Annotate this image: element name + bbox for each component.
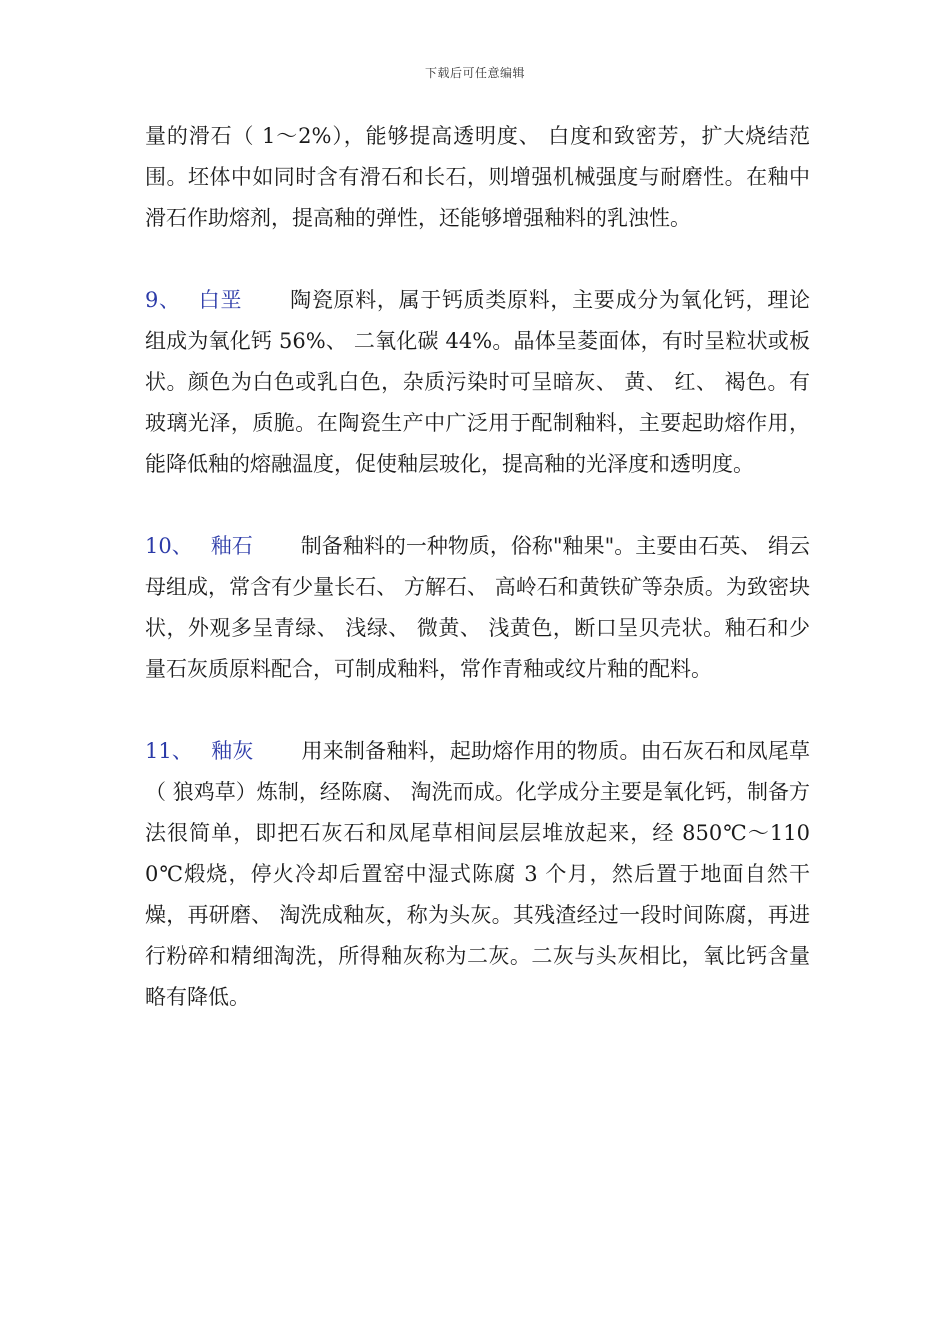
term-title: 釉灰 — [211, 739, 254, 763]
document-body — [145, 116, 810, 1018]
paragraph-text: 用来制备釉料，起助熔作用的物质。由石灰石和凤尾草（ 狼鸡草）炼制，经陈腐、 淘洗而成。化学成分主要是氧化钙，制备方法很简单，即把石灰石和凤尾草相间层层堆放起来，经 850℃～1100℃煅烧，停火冷却后置窑中湿式陈腐 3 个月，然后置于地面自然干燥，再研磨、 淘洗成釉灰，称为头灰。其残渣经过一段时间陈腐，再进行粉碎和精细淘洗，所得釉灰称为二灰。二灰与头灰相比，氧比钙含量略有降低。 — [145, 739, 810, 1009]
paragraph-text: 量的滑石（ 1～2%），能够提高透明度、 白度和致密芳，扩大烧结范围。坯体中如同时含有滑石和长石，则增强机械强度与耐磨性。在釉中滑石作助熔剂，提高釉的弹性，还能够增强釉料的乳浊性。 — [145, 124, 810, 230]
page-header: 下载后可任意编辑 — [424, 66, 525, 80]
term-number: 11、 — [145, 739, 194, 763]
paragraph-gap — [145, 485, 810, 526]
term-number: 10、 — [145, 534, 193, 558]
paragraph-glaze-ash — [145, 731, 810, 1018]
paragraph-text: 制备釉料的一种物质，俗称"釉果"。主要由石英、 绢云母组成，常含有少量长石、 方解石、 高岭石和黄铁矿等杂质。为致密块状，外观多呈青绿、 浅绿、 微黄、 浅黄色，断口呈贝壳状。釉石和少量石灰质原料配合，可制成釉料，常作青釉或纹片釉的配料。 — [145, 534, 811, 681]
paragraph-glaze-stone — [145, 526, 810, 690]
term-title: 釉石 — [210, 534, 253, 558]
paragraph-text: 陶瓷原料，属于钙质类原料，主要成分为氧化钙，理论组成为氧化钙 56%、 二氧化碳 44%。晶体呈菱面体，有时呈粒状或板状。颜色为白色或乳白色，杂质污染时可呈暗灰、 黄、 红、 褐色。有玻璃光泽，质脆。在陶瓷生产中广泛用于配制釉料，主要起助熔作用，能降低釉的熔融温度，促使釉层玻化，提高釉的光泽度和透明度。 — [145, 288, 811, 476]
term-title: 白垩 — [198, 288, 243, 312]
paragraph-talc — [145, 116, 810, 239]
term-number: 9、 — [145, 288, 181, 312]
paragraph-gap — [145, 239, 810, 280]
paragraph-gap — [145, 690, 810, 731]
paragraph-chalk — [145, 280, 810, 485]
